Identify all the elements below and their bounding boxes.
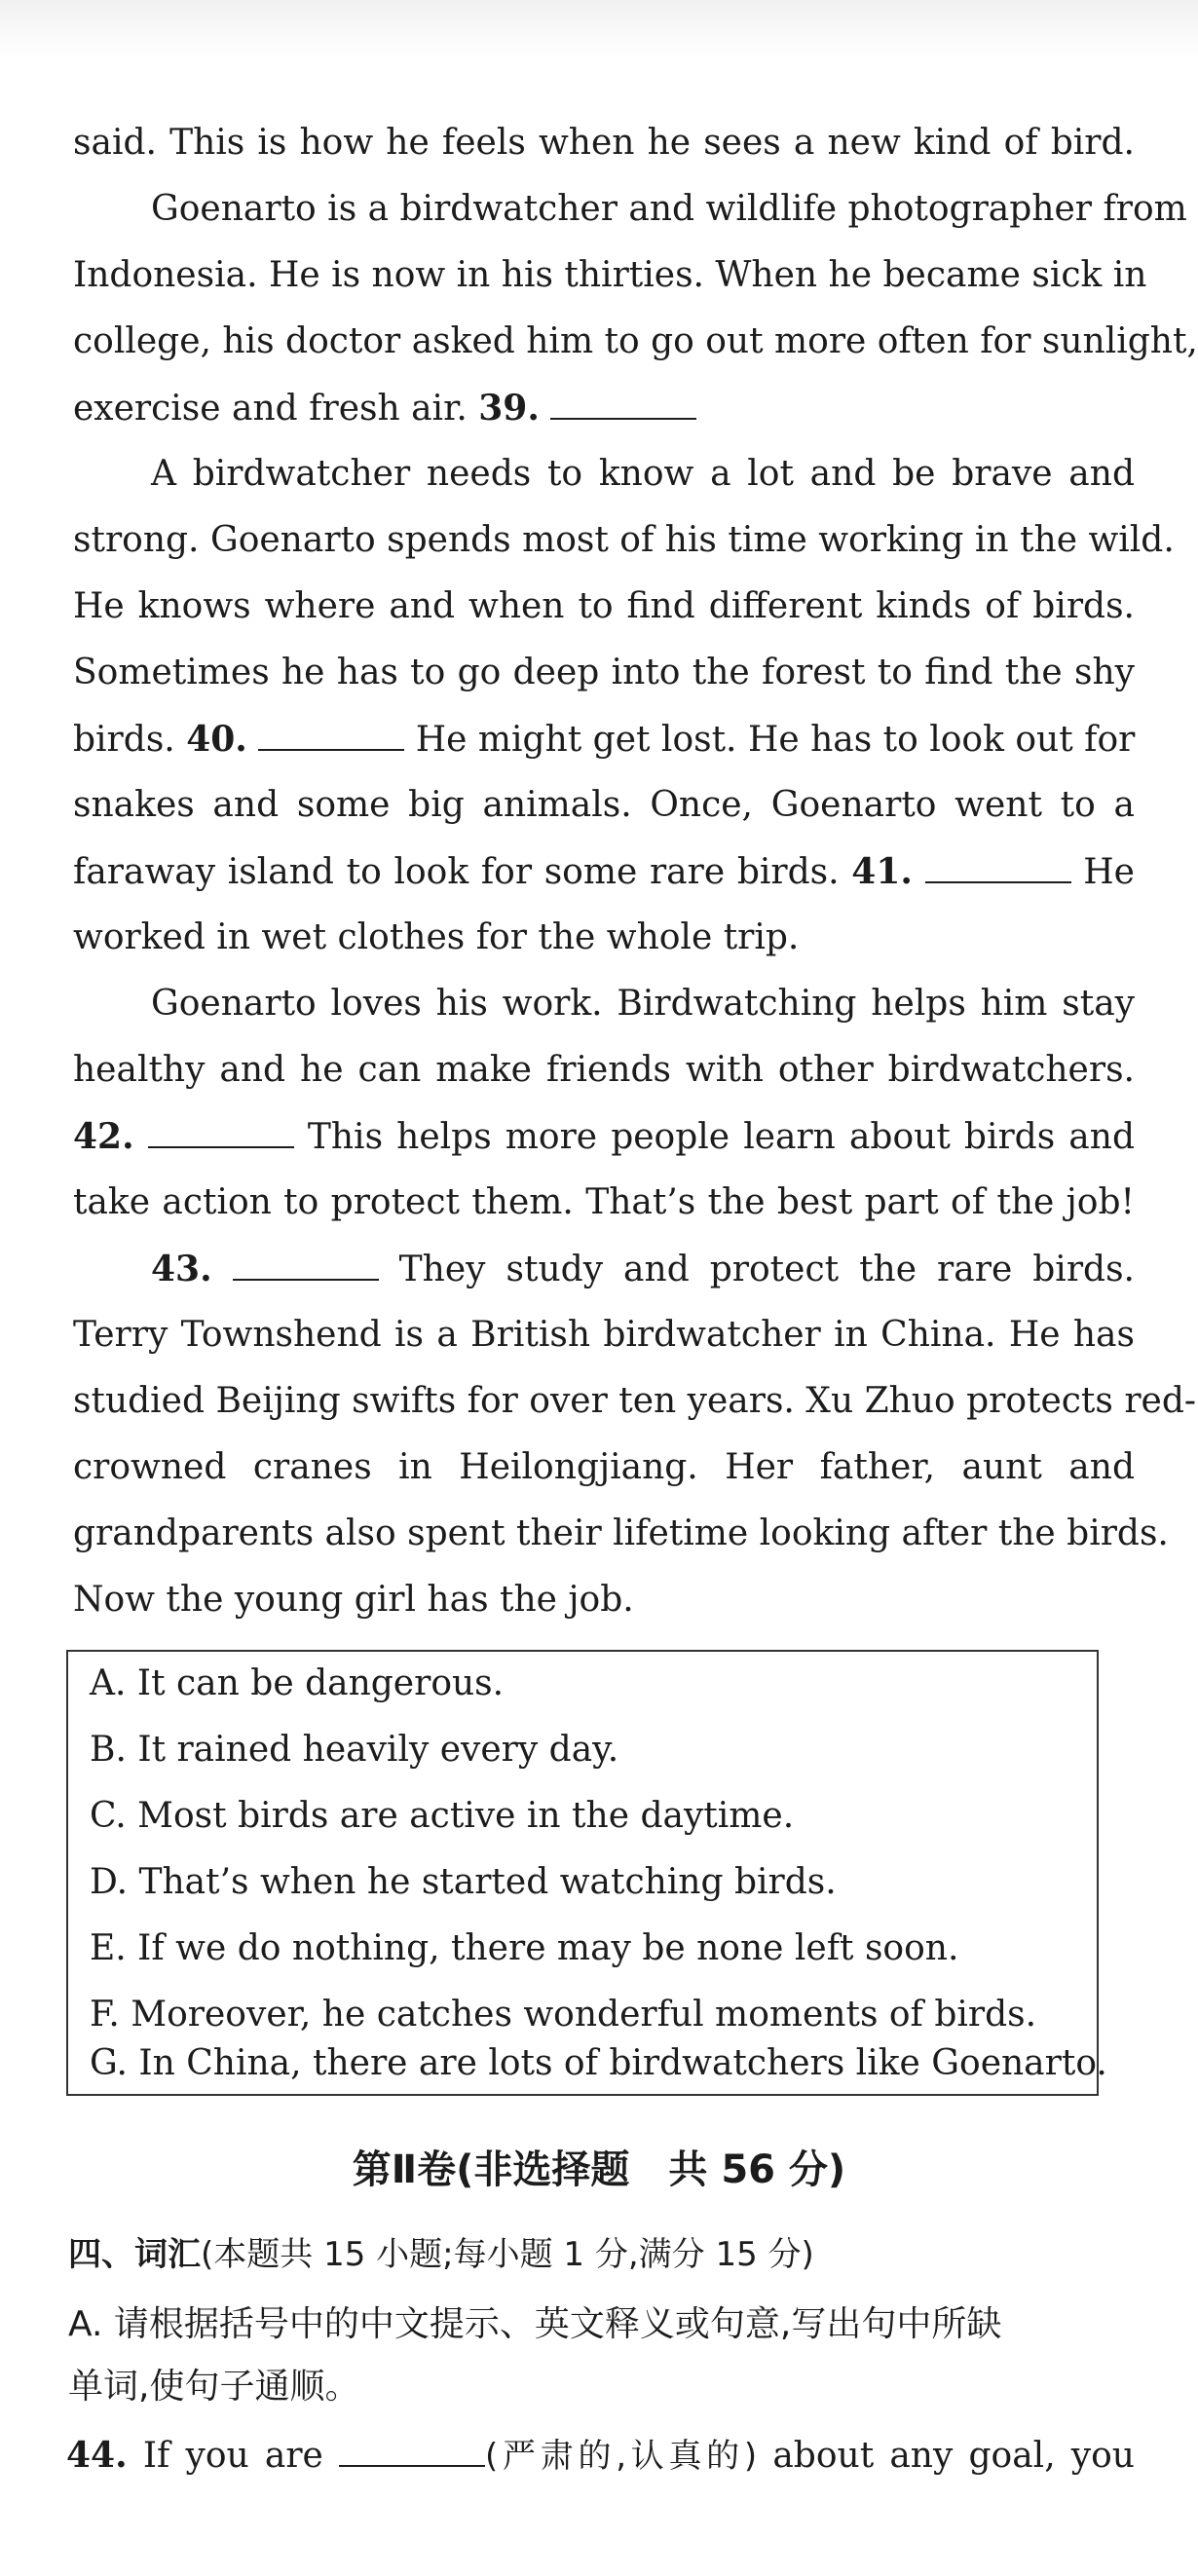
instruction-line-2: 单词,使句子通顺。 — [68, 2367, 360, 2407]
chinese-hint: (严肃的,认真的) — [485, 2437, 758, 2476]
option-d[interactable]: D. That’s when he started watching birds. — [90, 1862, 837, 1902]
answer-blank-41[interactable] — [925, 848, 1071, 883]
question-number-40: 40. — [186, 719, 247, 760]
option-f[interactable]: F. Moreover, he catches wonderful moments of birds. — [90, 1995, 1037, 2035]
option-g[interactable]: G. In China, there are lots of birdwatchers like Goenarto. — [90, 2043, 1107, 2083]
passage-text: exercise and fresh air. — [73, 389, 468, 429]
option-b[interactable]: B. It rained heavily every day. — [90, 1730, 619, 1770]
question-text: about any goal, you — [772, 2436, 1135, 2476]
passage-line-16 — [73, 1112, 1135, 1162]
passage-line-9: Sometimes he has to go deep into the forest to find the shy — [73, 653, 1135, 692]
passage-line-20: studied Beijing swifts for over ten years. Xu Zhuo protects red- — [73, 1381, 1197, 1421]
passage-line-13: worked in wet clothes for the whole trip. — [73, 917, 800, 957]
passage-line-7: strong. Goenarto spends most of his time working in the wild. — [73, 520, 1175, 560]
answer-blank-39[interactable] — [550, 385, 696, 420]
passage-line-15: healthy and he can make friends with other birdwatchers. — [73, 1050, 1135, 1090]
question-number-39: 39. — [478, 388, 540, 429]
passage-text: He — [1083, 852, 1135, 892]
passage-line-5 — [73, 384, 1135, 433]
vocab-heading-note: (本题共 15 小题;每小题 1 分,满分 15 分) — [201, 2235, 814, 2274]
section-title: 第Ⅱ卷(非选择题 共 56 分) — [352, 2147, 846, 2192]
answer-blank-43[interactable] — [233, 1246, 379, 1281]
answer-blank-40[interactable] — [258, 716, 404, 751]
question-number-44: 44. — [66, 2435, 128, 2476]
option-a[interactable]: A. It can be dangerous. — [90, 1663, 505, 1703]
passage-line-14: Goenarto loves his work. Birdwatching helps him stay — [151, 984, 1135, 1024]
vocab-heading — [68, 2230, 814, 2279]
vocab-heading-label: 四、词汇 — [68, 2235, 201, 2274]
question-44 — [66, 2429, 1135, 2483]
passage-text: birds. — [73, 720, 175, 760]
question-number-43: 43. — [151, 1249, 212, 1289]
answer-blank-42[interactable] — [148, 1113, 294, 1148]
passage-line-18 — [151, 1245, 1135, 1294]
passage-text: They study and protect the rare birds. — [398, 1250, 1135, 1289]
passage-line-12 — [73, 847, 1135, 897]
passage-line-10 — [73, 715, 1135, 765]
question-number-41: 41. — [851, 851, 913, 892]
question-text: If you are — [142, 2436, 323, 2476]
scan-shade — [0, 0, 1198, 58]
passage-line-2: Goenarto is a birdwatcher and wildlife photographer from — [151, 189, 1187, 229]
passage-line-23: Now the young girl has the job. — [73, 1580, 634, 1620]
passage-line-8: He knows where and when to find different kinds of birds. — [73, 586, 1135, 626]
passage-line-3: Indonesia. He is now in his thirties. When he became sick in — [73, 255, 1147, 295]
option-e[interactable]: E. If we do nothing, there may be none left soon. — [90, 1928, 959, 1968]
passage-line-22: grandparents also spent their lifetime looking after the birds. — [73, 1513, 1169, 1553]
question-number-42: 42. — [73, 1116, 134, 1157]
option-c[interactable]: C. Most birds are active in the daytime. — [90, 1796, 795, 1836]
options-box — [66, 1650, 1107, 2096]
passage-line-11: snakes and some big animals. Once, Goenarto went to a — [73, 785, 1135, 825]
passage-text: This helps more people learn about birds and — [307, 1117, 1135, 1157]
passage-line-19: Terry Townshend is a British birdwatcher in China. He has — [73, 1315, 1135, 1355]
answer-blank-44[interactable] — [339, 2432, 485, 2467]
passage-text: He might get lost. He has to look out for — [415, 720, 1136, 760]
instruction-line-1: A. 请根据括号中的中文提示、英文释义或句意,写出句中所缺 — [68, 2304, 1002, 2344]
passage-line-1: said. This is how he feels when he sees a new kind of bird. — [73, 123, 1135, 163]
passage-line-6: A birdwatcher needs to know a lot and be brave and — [151, 454, 1135, 494]
passage-line-21: crowned cranes in Heilongjiang. Her father, aunt and — [73, 1447, 1135, 1487]
passage-line-4: college, his doctor asked him to go out more often for sunlight, — [73, 321, 1198, 361]
passage-text: faraway island to look for some rare birds. — [73, 852, 840, 892]
passage-line-17: take action to protect them. That’s the best part of the job! — [73, 1182, 1135, 1222]
